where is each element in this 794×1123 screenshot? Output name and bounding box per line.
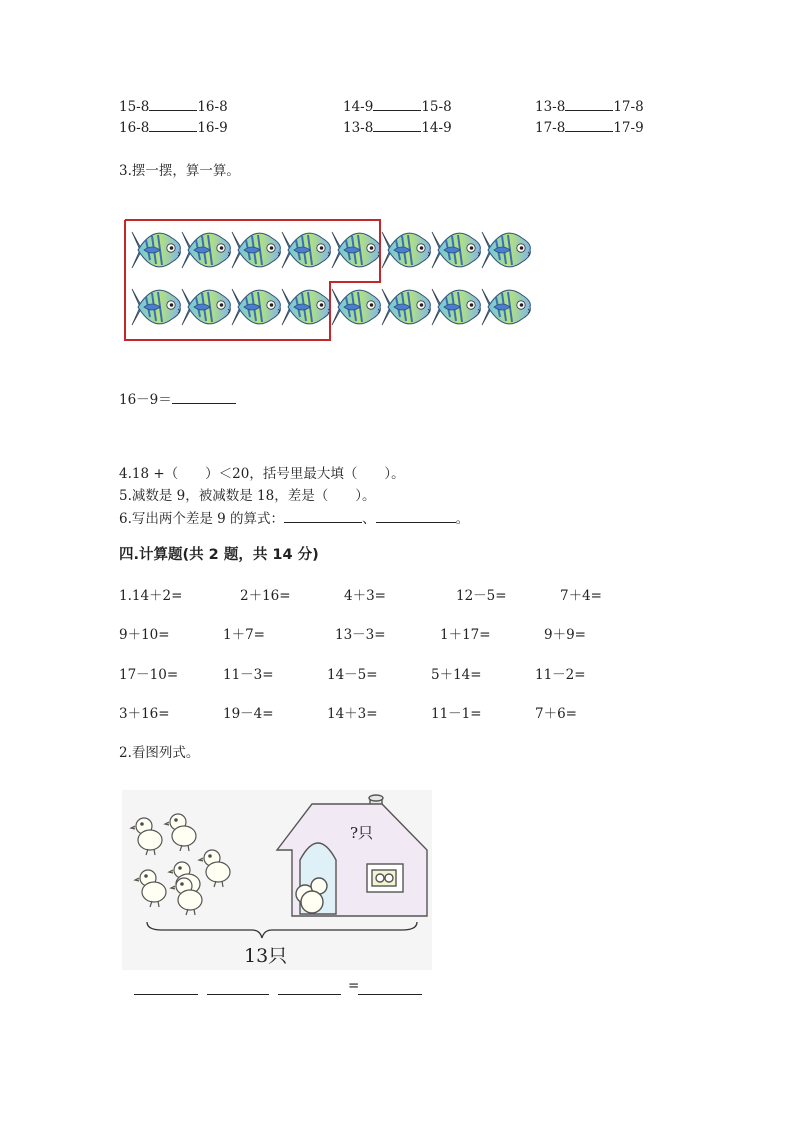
q5-text: 5.减数是 9，被减数是 18，差是（ ）。 xyxy=(119,488,376,504)
fish-image xyxy=(118,208,538,346)
calc-item: 4＋3= xyxy=(344,588,386,604)
calc-item: 1.14＋2= xyxy=(119,588,183,604)
fish-icon xyxy=(432,232,480,268)
answer-line-1[interactable] xyxy=(134,994,198,995)
expr-left: 13-8 xyxy=(535,99,566,115)
compare-blank[interactable] xyxy=(149,98,197,111)
equals-sign: = xyxy=(348,978,360,994)
answer-blank-2[interactable] xyxy=(376,510,456,523)
compare-blank[interactable] xyxy=(373,98,421,111)
fish-icon xyxy=(332,289,380,325)
calc-item: 17－10= xyxy=(119,667,179,683)
q3-title: 3.摆一摆，算一算。 xyxy=(119,163,240,179)
calc-item: 9＋9= xyxy=(544,627,586,643)
fish-illustration xyxy=(118,208,538,346)
fish-icon xyxy=(282,232,330,268)
q6-line xyxy=(119,507,469,527)
compare-blank[interactable] xyxy=(149,119,197,132)
fish-icon xyxy=(132,232,180,268)
compare-item xyxy=(535,119,644,136)
compare-blank[interactable] xyxy=(373,119,421,132)
fish-icon xyxy=(382,232,430,268)
calc-item: 9＋10= xyxy=(119,627,170,643)
fish-icon xyxy=(432,289,480,325)
fish-icon xyxy=(482,232,530,268)
fish-icon xyxy=(232,232,280,268)
calc-item: 13－3= xyxy=(335,627,386,643)
expr-left: 14-9 xyxy=(343,99,374,115)
expr-right: 15-8 xyxy=(421,99,452,115)
compare-item xyxy=(343,119,452,136)
expr-left: 15-8 xyxy=(119,99,150,115)
answer-line-2[interactable] xyxy=(207,994,269,995)
calc-item: 14－5= xyxy=(327,667,378,683)
calc-item: 7＋4= xyxy=(560,588,602,604)
calc-item: 2＋16= xyxy=(240,588,291,604)
total-label: 13只 xyxy=(244,945,288,967)
calc-item: 11－1= xyxy=(431,706,482,722)
answer-blank[interactable] xyxy=(172,391,236,404)
compare-item xyxy=(535,98,644,115)
fish-icon xyxy=(482,289,530,325)
q6-prefix: 6.写出两个差是 9 的算式： xyxy=(119,511,285,527)
answer-blank-1[interactable] xyxy=(284,510,362,523)
fish-icon xyxy=(332,232,380,268)
calc-item: 1＋7= xyxy=(223,627,265,643)
equation-text: 16－9＝ xyxy=(119,392,172,408)
expr-right: 16-8 xyxy=(197,99,228,115)
calc-item: 19－4= xyxy=(223,706,274,722)
compare-item xyxy=(119,98,228,115)
calc-item: 7＋6= xyxy=(535,706,577,722)
expr-left: 17-8 xyxy=(535,120,566,136)
fish-icon xyxy=(182,232,230,268)
q3-equation xyxy=(119,388,236,408)
compare-item xyxy=(343,98,452,115)
q4-text: 4.18 +（ ）＜20，括号里最大填（ ）。 xyxy=(119,466,405,482)
compare-item xyxy=(119,119,228,136)
chick-house-illustration xyxy=(122,790,432,970)
fish-icon xyxy=(132,289,180,325)
fish-icon xyxy=(232,289,280,325)
expr-left: 13-8 xyxy=(343,120,374,136)
q6-separator: 、 xyxy=(362,511,376,527)
calc-item: 1＋17= xyxy=(440,627,491,643)
calc-item: 5＋14= xyxy=(431,667,482,683)
expr-right: 14-9 xyxy=(421,120,452,136)
q6-end: 。 xyxy=(455,511,470,527)
fish-icon xyxy=(282,289,330,325)
fish-icon xyxy=(182,289,230,325)
calc-item: 3＋16= xyxy=(119,706,170,722)
answer-line-3[interactable] xyxy=(278,994,341,995)
calc-item: 12－5= xyxy=(456,588,507,604)
expr-right: 17-8 xyxy=(613,99,644,115)
expr-right: 17-9 xyxy=(613,120,644,136)
section-title: 四.计算题(共 2 题，共 14 分) xyxy=(119,547,319,563)
expr-right: 16-9 xyxy=(197,120,228,136)
compare-blank[interactable] xyxy=(565,119,613,132)
answer-line-result[interactable] xyxy=(358,994,422,995)
calc-item: 11－2= xyxy=(535,667,586,683)
expr-left: 16-8 xyxy=(119,120,150,136)
calc-item: 14＋3= xyxy=(327,706,378,722)
question-label: ?只 xyxy=(350,824,374,842)
q2-title: 2.看图列式。 xyxy=(119,745,200,761)
compare-blank[interactable] xyxy=(565,98,613,111)
calc-item: 11－3= xyxy=(223,667,274,683)
fish-icon xyxy=(382,289,430,325)
